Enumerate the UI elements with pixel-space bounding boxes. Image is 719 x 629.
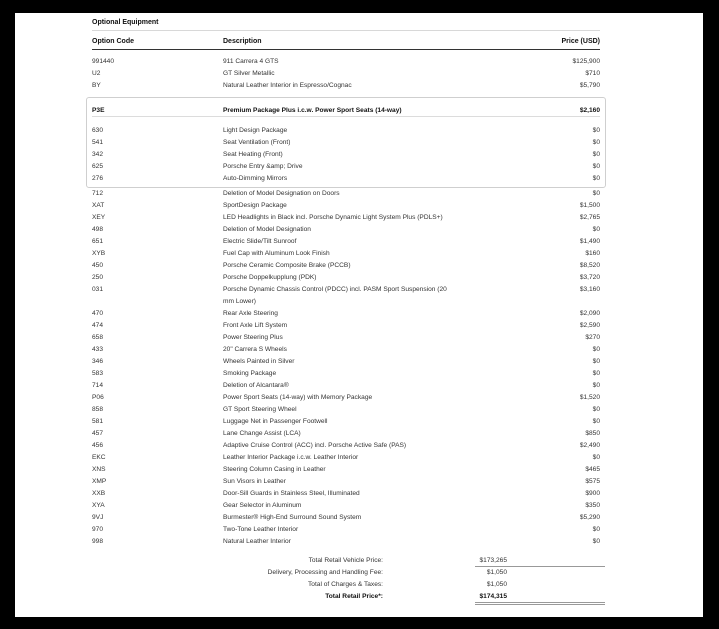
- option-code: P3E: [92, 107, 105, 114]
- option-price: $2,090: [579, 310, 600, 317]
- option-price: $2,160: [579, 107, 600, 114]
- option-description: Smoking Package: [223, 370, 277, 377]
- option-code: 342: [92, 151, 104, 158]
- option-price: $0: [592, 127, 600, 134]
- option-price: $0: [592, 358, 600, 365]
- option-description: LED Headlights in Black incl. Porsche Dynamic Light System Plus (PDLS+): [223, 214, 443, 221]
- option-description: Leather Interior Package i.c.w. Leather Interior: [223, 454, 359, 461]
- option-description: Power Sport Seats (14-way) with Memory Package: [223, 394, 373, 401]
- option-price: $270: [585, 334, 600, 341]
- package-box: [86, 97, 606, 188]
- option-code: 474: [92, 322, 104, 329]
- option-code: 276: [92, 175, 104, 182]
- option-price: $0: [592, 175, 600, 182]
- option-price: $1,500: [579, 202, 600, 209]
- option-description: Lane Change Assist (LCA): [223, 430, 301, 437]
- total-label: Total Retail Price*:: [325, 593, 383, 600]
- option-code: EKC: [92, 454, 106, 461]
- option-price: $3,720: [579, 274, 600, 281]
- option-description: SportDesign Package: [223, 202, 287, 209]
- option-price: $0: [592, 406, 600, 413]
- header-divider: [92, 49, 600, 50]
- option-code: 450: [92, 262, 104, 269]
- option-code: 714: [92, 382, 104, 389]
- option-code: 581: [92, 418, 104, 425]
- option-description: GT Silver Metallic: [223, 70, 275, 78]
- option-description: Power Steering Plus: [223, 334, 283, 341]
- option-price: $5,290: [579, 514, 600, 521]
- option-price: $465: [585, 466, 600, 473]
- option-code: 998: [92, 538, 104, 545]
- option-code: XAT: [92, 202, 105, 209]
- option-price: $0: [592, 526, 600, 533]
- option-description-continued: mm Lower): [223, 298, 256, 305]
- total-label: Total of Charges & Taxes:: [307, 581, 383, 588]
- option-price: $2,490: [579, 442, 600, 449]
- option-price: $350: [585, 502, 600, 509]
- option-code: BY: [92, 82, 101, 90]
- option-description: Burmester® High-End Surround Sound System: [223, 514, 362, 521]
- option-description: Deletion of Model Designation on Doors: [223, 190, 340, 197]
- option-code: 658: [92, 334, 104, 341]
- option-price: $0: [592, 346, 600, 353]
- option-code: 498: [92, 226, 104, 233]
- option-code: 858: [92, 406, 104, 413]
- option-description: Wheels Painted in Silver: [223, 358, 295, 365]
- option-description: Natural Leather Interior in Espresso/Cognac: [223, 82, 352, 90]
- option-code: 630: [92, 127, 104, 134]
- total-divider: [475, 566, 605, 567]
- option-description: Porsche Doppelkupplung (PDK): [223, 274, 317, 281]
- option-price: $8,520: [579, 262, 600, 269]
- option-description: Auto-Dimming Mirrors: [223, 175, 288, 182]
- option-price: $1,490: [579, 238, 600, 245]
- option-code: 970: [92, 526, 104, 533]
- option-description: 911 Carrera 4 GTS: [223, 58, 279, 65]
- option-price: $125,900: [572, 58, 600, 65]
- option-price: $900: [585, 490, 600, 497]
- option-description: Deletion of Model Designation: [223, 226, 311, 233]
- title-divider: [92, 30, 600, 31]
- option-price: $3,160: [579, 286, 600, 293]
- option-description: Door-Sill Guards in Stainless Steel, Illuminated: [223, 490, 360, 497]
- option-description: Seat Heating (Front): [223, 151, 283, 158]
- option-description: Porsche Entry &amp; Drive: [223, 163, 303, 170]
- option-code: 651: [92, 238, 104, 245]
- option-price: $0: [592, 226, 600, 233]
- header-option-code: Option Code: [92, 38, 134, 45]
- option-description: 20" Carrera S Wheels: [223, 346, 287, 353]
- option-description: Porsche Dynamic Chassis Control (PDCC) incl. PASM Sport Suspension (20: [223, 286, 447, 293]
- option-price: $0: [592, 151, 600, 158]
- option-description: Two-Tone Leather Interior: [223, 526, 299, 533]
- option-code: XEY: [92, 214, 106, 221]
- total-value: $174,315: [479, 593, 507, 600]
- option-code: 456: [92, 442, 104, 449]
- option-price: $710: [585, 70, 600, 78]
- option-price: $0: [592, 382, 600, 389]
- option-code: 250: [92, 274, 104, 281]
- total-label: Delivery, Processing and Handling Fee:: [267, 569, 383, 576]
- option-price: $0: [592, 370, 600, 377]
- option-price: $850: [585, 430, 600, 437]
- total-label: Total Retail Vehicle Price:: [308, 557, 383, 564]
- option-price: $160: [585, 250, 600, 257]
- option-price: $1,520: [579, 394, 600, 401]
- option-price: $0: [592, 538, 600, 545]
- option-price: $2,590: [579, 322, 600, 329]
- option-description: Steering Column Casing in Leather: [223, 466, 326, 473]
- option-price: $2,765: [579, 214, 600, 221]
- package-divider: [92, 116, 600, 117]
- option-code: 583: [92, 370, 104, 377]
- option-description: Premium Package Plus i.c.w. Power Sport Seats (14-way): [223, 107, 402, 114]
- total-value: $1,050: [486, 581, 507, 588]
- option-description: Adaptive Cruise Control (ACC) incl. Porsche Active Safe (PAS): [223, 442, 407, 449]
- option-code: 433: [92, 346, 104, 353]
- header-description: Description: [223, 38, 262, 45]
- option-price: $0: [592, 190, 600, 197]
- option-code: XYA: [92, 502, 105, 509]
- option-price: $0: [592, 163, 600, 170]
- option-price: $575: [585, 478, 600, 485]
- option-code: 625: [92, 163, 104, 170]
- option-code: 470: [92, 310, 104, 317]
- option-code: P06: [92, 394, 104, 401]
- option-code: XYB: [92, 250, 106, 257]
- option-description: Luggage Net in Passenger Footwell: [223, 418, 328, 425]
- option-description: Seat Ventilation (Front): [223, 139, 291, 146]
- option-price: $0: [592, 454, 600, 461]
- option-description: Rear Axle Steering: [223, 310, 278, 317]
- option-code: 9VJ: [92, 514, 104, 521]
- option-description: Deletion of Alcantara®: [223, 382, 289, 389]
- option-price: $0: [592, 139, 600, 146]
- option-price: $5,790: [579, 82, 600, 90]
- header-price: Price (USD): [561, 38, 600, 45]
- option-code: XMP: [92, 478, 107, 485]
- total-divider: [475, 604, 605, 605]
- total-value: $173,265: [479, 557, 507, 564]
- option-code: 031: [92, 286, 104, 293]
- option-code: XXB: [92, 490, 106, 497]
- option-code: 712: [92, 190, 104, 197]
- option-code: XNS: [92, 466, 106, 473]
- option-description: Fuel Cap with Aluminum Look Finish: [223, 250, 330, 257]
- option-code: U2: [92, 70, 101, 78]
- option-description: Electric Slide/Tilt Sunroof: [223, 238, 297, 245]
- option-description: Gear Selector in Aluminum: [223, 502, 302, 509]
- option-description: Natural Leather Interior: [223, 538, 291, 545]
- option-description: Front Axle Lift System: [223, 322, 288, 329]
- section-title: Optional Equipment: [92, 19, 159, 26]
- option-code: 991440: [92, 58, 115, 65]
- option-price: $0: [592, 418, 600, 425]
- total-value: $1,050: [486, 569, 507, 576]
- option-description: Sun Visors in Leather: [223, 478, 286, 485]
- option-description: Porsche Ceramic Composite Brake (PCCB): [223, 262, 351, 269]
- option-code: 457: [92, 430, 104, 437]
- option-code: 541: [92, 139, 104, 146]
- option-code: 346: [92, 358, 104, 365]
- total-divider: [475, 602, 605, 603]
- option-description: Light Design Package: [223, 127, 288, 134]
- option-description: GT Sport Steering Wheel: [223, 406, 297, 413]
